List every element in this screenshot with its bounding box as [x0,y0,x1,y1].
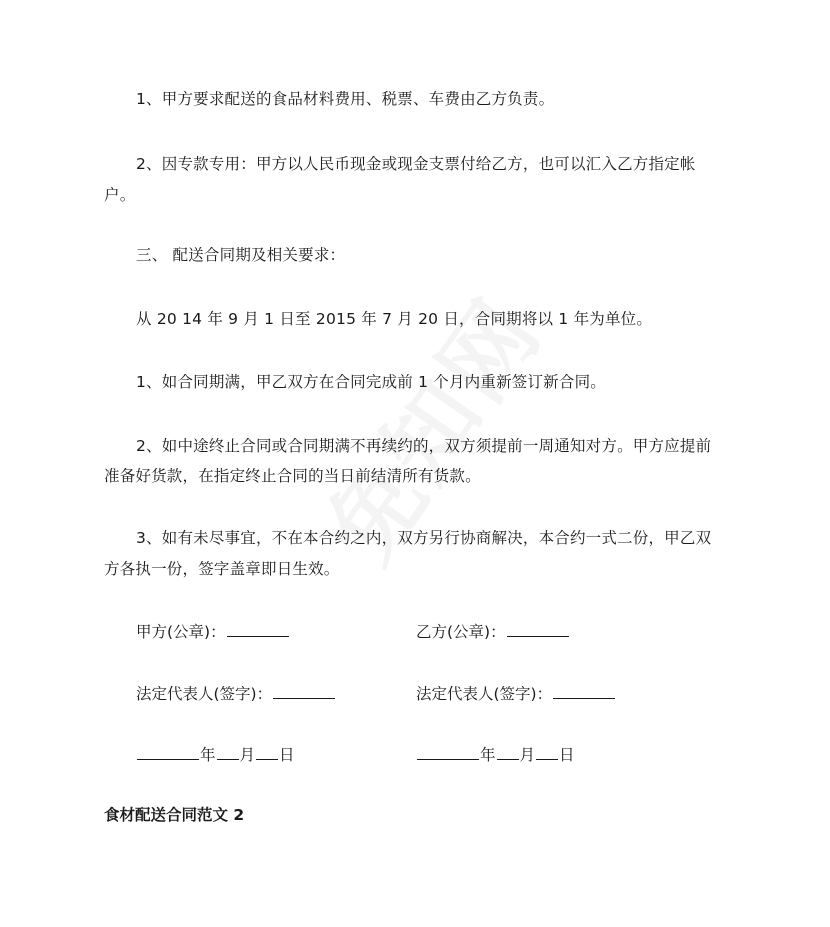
date-b-month-label: 月 [519,746,536,764]
clause-misc: 3、如有未尽事宜，不在本合约之内，双方另行协商解决，本合约一式二份，甲乙双 [136,529,712,547]
rep-b-blank [553,683,615,699]
date-a-year-label: 年 [200,746,216,764]
date-b-day-blank [536,744,558,760]
clause-misc-cont: 方各执一份，签字盖章即日生效。 [104,560,340,578]
watermark [283,248,588,612]
date-b-line [416,744,575,765]
clause-termination: 2、如中途终止合同或合同期满不再续约的，双方须提前一周通知对方。甲方应提前 [136,437,712,455]
party-a-seal-blank [227,621,289,637]
clause-fees: 1、甲方要求配送的食品材料费用、税票、车费由乙方负责。 [136,90,555,108]
date-a-line [136,744,295,765]
rep-a-label: 法定代表人(签字)： [136,685,273,703]
date-a-day-blank [256,744,278,760]
date-b-year-label: 年 [480,746,496,764]
date-b-month-blank [497,744,519,760]
clause-payment-cont: 户。 [104,186,136,204]
date-a-year-blank [137,744,199,760]
date-a-day-label: 日 [279,746,295,764]
party-b-seal-label: 乙方(公章)： [416,623,506,641]
party-a-seal-line [136,621,290,642]
contract-period: 从 20 14 年 9 月 1 日至 2015 年 7 月 20 日，合同期将以 1 年为单位。 [136,310,653,328]
rep-a-line [136,683,336,704]
date-b-year-blank [417,744,479,760]
party-a-seal-label: 甲方(公章)： [136,623,226,641]
clause-termination-cont: 准备好货款，在指定终止合同的当日前结清所有货款。 [104,467,481,485]
clause-renewal: 1、如合同期满，甲乙双方在合同完成前 1 个月内重新签订新合同。 [136,373,606,391]
next-section-heading: 食材配送合同范文 2 [104,806,245,824]
date-a-month-label: 月 [239,746,256,764]
party-b-seal-blank [507,621,569,637]
date-b-day-label: 日 [559,746,575,764]
date-a-month-blank [217,744,239,760]
rep-b-label: 法定代表人(签字)： [416,685,553,703]
section-three-heading: 三、 配送合同期及相关要求： [136,246,346,264]
clause-payment: 2、因专款专用：甲方以人民币现金或现金支票付给乙方，也可以汇入乙方指定帐 [136,155,696,173]
rep-b-line [416,683,616,704]
party-b-seal-line [416,621,570,642]
rep-a-blank [273,683,335,699]
